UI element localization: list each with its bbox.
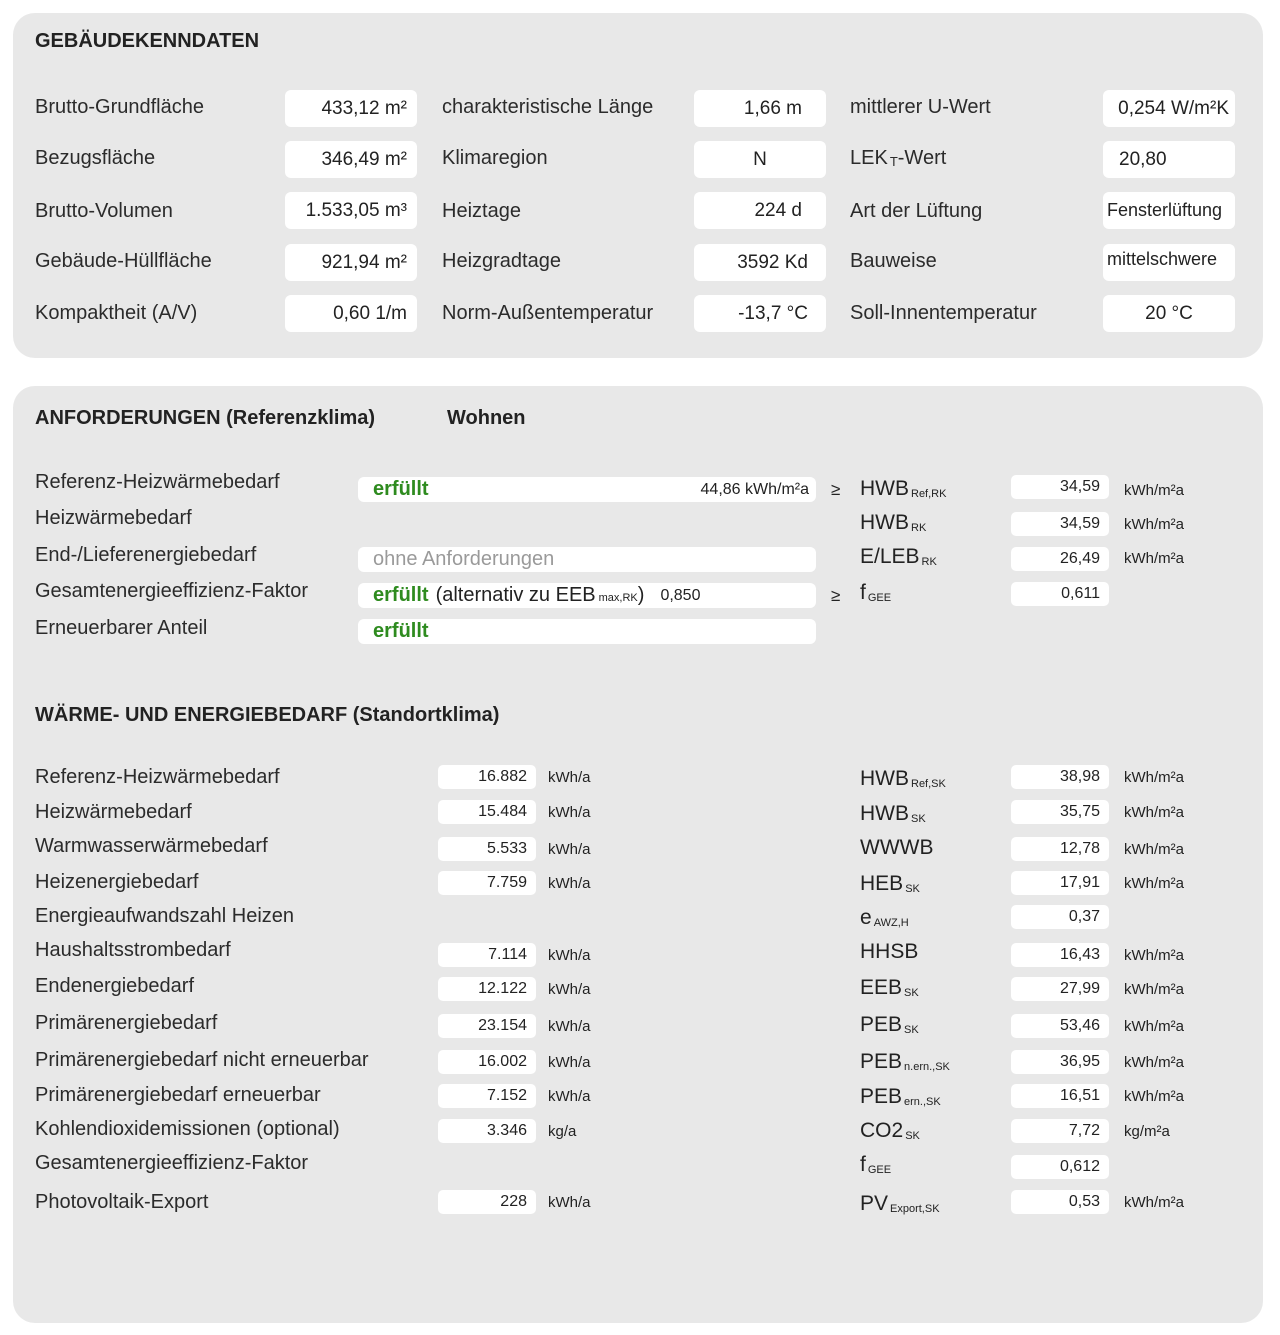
demand-row-specific-unit: kWh/m²a <box>1124 875 1184 892</box>
fulfilled-text: erfüllt <box>373 620 429 642</box>
characteristic-length-value: 1,66 m <box>694 90 826 127</box>
heating-degree-days-label: Heizgradtage <box>442 250 561 272</box>
demand-row-specific-value: 27,99 <box>1011 977 1109 1001</box>
hwb-rk-unit: kWh/m²a <box>1124 516 1184 533</box>
lek-value-label: LEK T-Wert <box>850 147 947 169</box>
outdoor-temperature-label: Norm-Außentemperatur <box>442 302 654 324</box>
heating-days-value: 224 d <box>694 192 826 229</box>
geq-symbol: ≥ <box>831 480 841 499</box>
demand-row-value: 7.114 <box>438 943 536 967</box>
demand-row-specific-unit: kWh/m²a <box>1124 981 1184 998</box>
demand-row-unit: kWh/a <box>548 947 591 964</box>
demand-row-specific-value: 7,72 <box>1011 1119 1109 1143</box>
construction-type-value: mittelschwere <box>1103 244 1235 281</box>
outdoor-temperature-value: -13,7 °C <box>694 295 826 332</box>
demand-row-label: Haushaltsstrombedarf <box>35 939 231 961</box>
demand-row-specific-unit: kg/m²a <box>1124 1123 1170 1140</box>
construction-type-label: Bauweise <box>850 250 937 272</box>
mean-u-value-label: mittlerer U-Wert <box>850 96 991 118</box>
demand-row-value: 7.152 <box>438 1084 536 1108</box>
demand-row-value: 5.533 <box>438 837 536 861</box>
demand-row-specific-unit: kWh/m²a <box>1124 1194 1184 1211</box>
f-gee-rk-symbol: fGEE <box>860 581 892 604</box>
compactness-label: Kompaktheit (A/V) <box>35 302 198 324</box>
demand-row-unit: kg/a <box>548 1123 577 1140</box>
demand-row-value: 3.346 <box>438 1119 536 1143</box>
eleb-rk-value: 26,49 <box>1011 547 1109 571</box>
demand-row-specific-value: 35,75 <box>1011 800 1109 824</box>
indoor-temperature-label: Soll-Innentemperatur <box>850 302 1037 324</box>
demand-row-specific-unit: kWh/m²a <box>1124 1018 1184 1035</box>
demand-row-label: Kohlendioxidemissionen (optional) <box>35 1118 340 1140</box>
demand-row-specific-value: 36,95 <box>1011 1050 1109 1074</box>
demand-row-unit: kWh/a <box>548 981 591 998</box>
req-renewable-share-label: Erneuerbarer Anteil <box>35 617 208 639</box>
hwb-ref-rk-value: 34,59 <box>1011 475 1109 499</box>
demand-row-symbol: eAWZ,H <box>860 906 909 929</box>
demand-row-specific-value: 12,78 <box>1011 837 1109 861</box>
req-heating-demand-label: Heizwärmebedarf <box>35 507 192 529</box>
f-gee-rk-value: 0,611 <box>1011 582 1109 606</box>
hwb-rk-value: 34,59 <box>1011 512 1109 536</box>
demand-row-unit: kWh/a <box>548 804 591 821</box>
demand-row-symbol: HHSB <box>860 940 919 963</box>
demand-row-label: Warmwasserwärmebedarf <box>35 835 268 857</box>
req-gee-factor-status-bar <box>358 583 816 608</box>
climate-region-label: Klimaregion <box>442 147 548 169</box>
demand-row-value: 15.484 <box>438 800 536 824</box>
heating-days-label: Heiztage <box>442 200 521 222</box>
demand-row-label: Heizwärmebedarf <box>35 801 192 823</box>
req-gee-factor-label: Gesamtenergieeffizienz-Faktor <box>35 580 309 602</box>
usage-type: Wohnen <box>447 407 526 429</box>
demand-row-specific-unit: kWh/m²a <box>1124 769 1184 786</box>
fulfilled-text: erfüllt <box>373 478 429 500</box>
limit-value: 44,86 kWh/m²a <box>700 480 809 498</box>
demand-row-label: Energieaufwandszahl Heizen <box>35 905 295 927</box>
demand-row-label: Heizenergiebedarf <box>35 871 199 893</box>
demand-row-unit: kWh/a <box>548 1088 591 1105</box>
ventilation-type-label: Art der Lüftung <box>850 200 983 222</box>
demand-row-symbol: PEB SK <box>860 1013 919 1036</box>
demand-row-value: 23.154 <box>438 1014 536 1038</box>
demand-row-specific-value: 16,43 <box>1011 943 1109 967</box>
compactness-value: 0,60 1/m <box>285 295 417 332</box>
eleb-rk-symbol: E/LEB RK <box>860 545 937 568</box>
alternative-text: (alternativ zu EEB max,RK) <box>435 584 645 606</box>
demand-row-label: Gesamtenergieeffizienz-Faktor <box>35 1152 309 1174</box>
req-reference-heating-status-bar <box>358 477 816 502</box>
gross-floor-area-label: Brutto-Grundfläche <box>35 96 204 118</box>
demand-row-unit: kWh/a <box>548 875 591 892</box>
demand-row-symbol: PEB ern.,SK <box>860 1085 941 1108</box>
demand-row-label: Endenergiebedarf <box>35 975 195 997</box>
requirements-title: ANFORDERUNGEN (Referenzklima) <box>35 407 376 429</box>
demand-row-symbol: PV Export,SK <box>860 1192 940 1215</box>
geq-symbol: ≥ <box>831 586 841 605</box>
demand-row-specific-value: 38,98 <box>1011 765 1109 789</box>
demand-title: WÄRME- UND ENERGIEBEDARF (Standortklima) <box>35 704 500 726</box>
no-requirements-text: ohne Anforderungen <box>373 548 555 570</box>
demand-row-symbol: PEB n.ern.,SK <box>860 1050 950 1073</box>
demand-row-symbol: WWWB <box>860 836 934 859</box>
demand-row-symbol: HWB SK <box>860 802 926 825</box>
reference-area-value: 346,49 m² <box>285 141 417 178</box>
demand-row-specific-value: 53,46 <box>1011 1014 1109 1038</box>
gross-volume-value: 1.533,05 m³ <box>285 192 417 229</box>
hwb-ref-rk-unit: kWh/m²a <box>1124 482 1184 499</box>
demand-row-value: 16.882 <box>438 765 536 789</box>
demand-row-label: Primärenergiebedarf nicht erneuerbar <box>35 1049 369 1071</box>
ventilation-type-value: Fensterlüftung <box>1103 192 1235 229</box>
demand-row-specific-value: 0,37 <box>1011 905 1109 929</box>
indoor-temperature-value: 20 °C <box>1103 295 1235 332</box>
reference-area-label: Bezugsfläche <box>35 147 156 169</box>
demand-row-value: 12.122 <box>438 977 536 1001</box>
demand-row-value: 16.002 <box>438 1050 536 1074</box>
req-reference-heating-label: Referenz-Heizwärmebedarf <box>35 471 280 493</box>
demand-row-label: Primärenergiebedarf <box>35 1012 218 1034</box>
hwb-ref-rk-symbol: HWB Ref,RK <box>860 477 947 500</box>
demand-row-value: 228 <box>438 1190 536 1214</box>
envelope-area-value: 921,94 m² <box>285 244 417 281</box>
demand-row-symbol: CO2 SK <box>860 1119 920 1142</box>
heating-degree-days-value: 3592 Kd <box>694 244 826 281</box>
demand-row-unit: kWh/a <box>548 1054 591 1071</box>
hwb-rk-symbol: HWB RK <box>860 511 927 534</box>
demand-row-symbol: fGEE <box>860 1153 892 1176</box>
characteristic-length-label: charakteristische Länge <box>442 96 654 118</box>
building-data-title: GEBÄUDEKENNDATEN <box>35 30 260 52</box>
demand-row-specific-unit: kWh/m²a <box>1124 841 1184 858</box>
envelope-area-label: Gebäude-Hüllfläche <box>35 250 212 272</box>
demand-row-symbol: HEB SK <box>860 872 920 895</box>
demand-row-specific-value: 17,91 <box>1011 871 1109 895</box>
demand-row-unit: kWh/a <box>548 841 591 858</box>
demand-row-specific-unit: kWh/m²a <box>1124 1088 1184 1105</box>
demand-row-specific-value: 0,612 <box>1011 1155 1109 1179</box>
demand-row-symbol: HWB Ref,SK <box>860 767 946 790</box>
gee-limit-value: 0,850 <box>660 586 701 604</box>
demand-row-label: Photovoltaik-Export <box>35 1191 209 1213</box>
req-end-energy-status-bar <box>358 547 816 572</box>
mean-u-value-value: 0,254 W/m²K <box>1103 90 1235 127</box>
demand-row-specific-unit: kWh/m²a <box>1124 1054 1184 1071</box>
demand-row-symbol: EEB SK <box>860 976 919 999</box>
eleb-rk-unit: kWh/m²a <box>1124 550 1184 567</box>
lek-value-value: 20,80 <box>1103 141 1235 178</box>
demand-row-label: Referenz-Heizwärmebedarf <box>35 766 280 788</box>
demand-row-unit: kWh/a <box>548 769 591 786</box>
climate-region-value: N <box>694 141 826 178</box>
demand-row-specific-value: 0,53 <box>1011 1190 1109 1214</box>
gross-floor-area-value: 433,12 m² <box>285 90 417 127</box>
demand-row-unit: kWh/a <box>548 1018 591 1035</box>
demand-row-specific-unit: kWh/m²a <box>1124 804 1184 821</box>
gross-volume-label: Brutto-Volumen <box>35 200 173 222</box>
demand-row-specific-unit: kWh/m²a <box>1124 947 1184 964</box>
req-end-energy-label: End-/Lieferenergiebedarf <box>35 544 257 566</box>
demand-row-label: Primärenergiebedarf erneuerbar <box>35 1084 321 1106</box>
demand-row-specific-value: 16,51 <box>1011 1084 1109 1108</box>
demand-row-value: 7.759 <box>438 871 536 895</box>
req-renewable-share-status-bar <box>358 619 816 644</box>
demand-row-unit: kWh/a <box>548 1194 591 1211</box>
fulfilled-text: erfüllt <box>373 584 429 606</box>
